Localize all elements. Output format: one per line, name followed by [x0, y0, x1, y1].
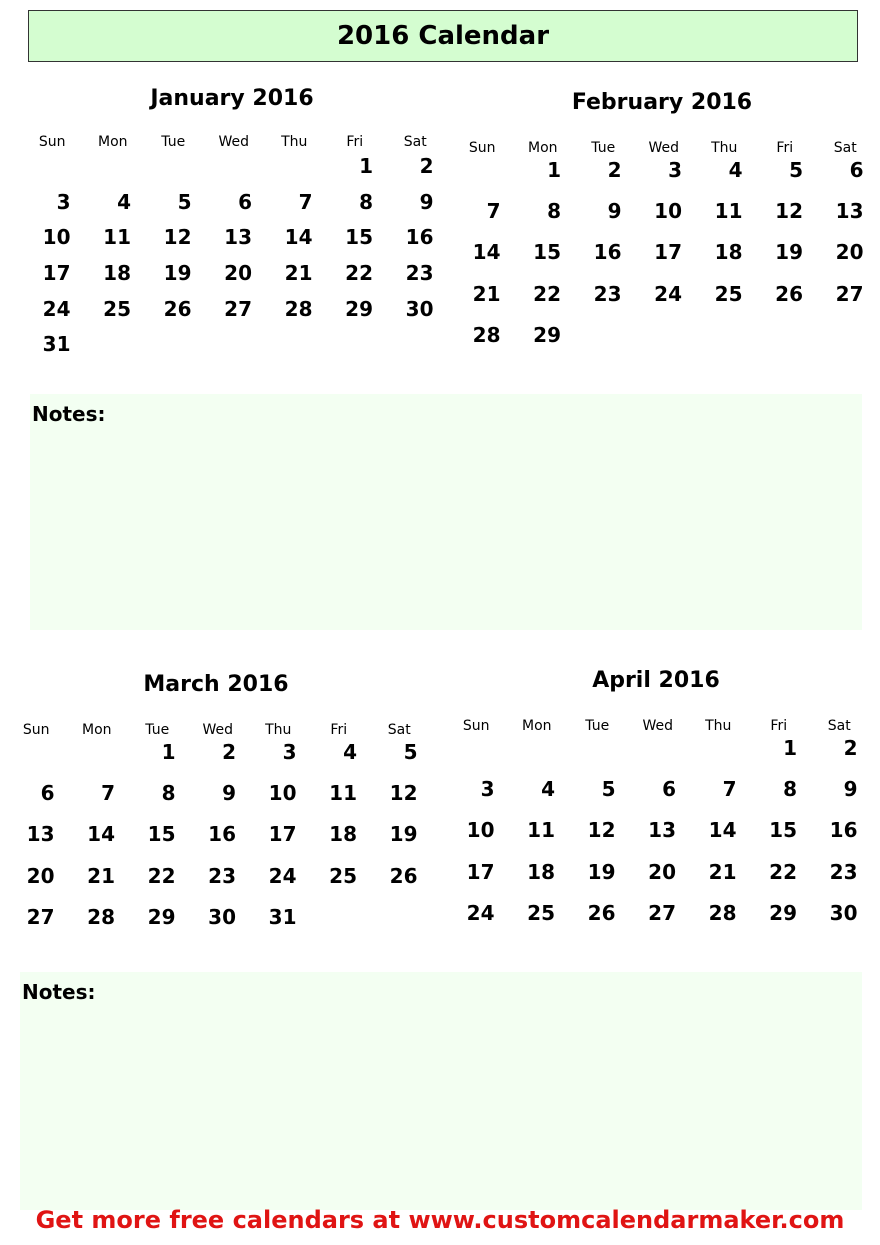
day-cell: 26 [775, 281, 803, 306]
day-cell: 9 [607, 199, 622, 224]
day-cell: 7 [298, 189, 313, 214]
day-cell [309, 905, 370, 946]
weekday-label: Fri [770, 718, 788, 734]
days-grid [22, 154, 446, 368]
day-cell [628, 736, 689, 777]
day-cell: 29 [345, 296, 373, 321]
day-cell: 20 [835, 240, 864, 265]
day-cell: 4 [117, 189, 131, 214]
day-cell: 2 [607, 158, 622, 182]
day-cell [264, 332, 325, 368]
day-cell: 18 [714, 240, 743, 265]
day-cell: 8 [547, 199, 561, 224]
day-cell: 30 [208, 904, 236, 929]
day-cell: 24 [654, 281, 682, 306]
day-cell: 17 [654, 240, 682, 265]
day-cell: 28 [472, 322, 501, 347]
week-row [446, 777, 870, 818]
day-cell: 15 [533, 240, 561, 265]
footer-link[interactable]: Get more free calendars at www.customcalendarmaker.com [35, 1206, 845, 1234]
day-cell: 26 [389, 863, 418, 888]
week-row [452, 240, 876, 281]
day-cell: 19 [775, 240, 803, 265]
week-row [22, 297, 446, 333]
week-row [22, 225, 446, 261]
day-cell: 17 [42, 261, 71, 286]
day-cell [83, 332, 144, 368]
day-cell: 15 [147, 822, 176, 847]
day-cell: 10 [42, 225, 71, 250]
day-cell: 8 [783, 777, 797, 802]
day-cell: 12 [775, 199, 803, 224]
day-cell [688, 736, 749, 777]
day-cell: 25 [714, 281, 743, 306]
day-cell: 6 [40, 781, 55, 806]
weekday-label: Tue [145, 722, 170, 738]
day-cell: 31 [42, 332, 71, 357]
day-cell: 22 [769, 859, 797, 884]
day-cell [815, 323, 876, 364]
day-cell: 5 [177, 189, 192, 214]
day-cell: 13 [224, 225, 252, 250]
day-cell: 16 [208, 822, 236, 847]
weekday-label: Sat [827, 718, 851, 734]
day-cell: 4 [728, 158, 743, 182]
week-row [446, 901, 870, 942]
notes-label: Notes: [32, 402, 106, 426]
weekday-label: Mon [81, 722, 112, 738]
day-cell: 11 [329, 781, 357, 806]
day-cell: 14 [708, 818, 737, 843]
day-cell: 29 [533, 322, 561, 347]
weekday-label: Sun [468, 140, 496, 156]
day-cell: 24 [268, 863, 297, 888]
day-cell: 29 [147, 904, 176, 929]
day-cell [755, 323, 816, 364]
day-cell: 16 [405, 225, 434, 250]
weekday-label: Thu [265, 722, 292, 738]
day-cell: 27 [648, 900, 676, 925]
day-cell [385, 332, 446, 368]
month-title: February 2016 [571, 90, 753, 115]
day-cell: 13 [648, 818, 676, 843]
day-cell: 28 [284, 296, 313, 321]
day-cell: 1 [359, 154, 373, 178]
weekday-header [452, 140, 876, 156]
day-cell: 26 [587, 900, 616, 925]
weekday-label: Sun [38, 134, 66, 150]
weekday-header [6, 722, 430, 738]
weekday-label: Thu [711, 140, 738, 156]
week-row [446, 818, 870, 859]
day-cell: 22 [533, 281, 561, 306]
day-cell: 8 [359, 189, 373, 214]
weekday-label: Wed [218, 134, 250, 150]
day-cell [694, 323, 755, 364]
day-cell: 26 [163, 296, 192, 321]
day-cell [264, 154, 325, 190]
day-cell: 3 [668, 158, 682, 182]
day-cell: 19 [163, 261, 192, 286]
weekday-label: Wed [642, 718, 674, 734]
day-cell: 9 [222, 781, 236, 806]
day-cell: 3 [480, 777, 495, 802]
week-row [446, 736, 870, 777]
week-row [6, 822, 430, 863]
day-cell: 20 [648, 859, 676, 884]
day-cell: 4 [343, 740, 357, 764]
day-cell: 5 [601, 777, 616, 802]
day-cell: 23 [829, 859, 858, 884]
day-cell: 3 [56, 189, 71, 214]
day-cell: 6 [849, 158, 864, 182]
week-row [6, 740, 430, 781]
day-cell: 17 [268, 822, 297, 847]
day-cell: 25 [103, 296, 131, 321]
day-cell [67, 740, 128, 781]
day-cell: 23 [593, 281, 622, 306]
days-grid [446, 736, 870, 942]
month-title: March 2016 [143, 672, 289, 697]
day-cell: 8 [161, 781, 176, 806]
day-cell: 16 [593, 240, 622, 265]
day-cell: 1 [783, 736, 797, 760]
day-cell: 14 [472, 240, 501, 265]
weekday-label: Sat [833, 140, 857, 156]
day-cell [634, 323, 695, 364]
week-row [452, 158, 876, 199]
day-cell: 1 [547, 158, 561, 182]
week-row [6, 781, 430, 822]
weekday-label: Mon [521, 718, 552, 734]
day-cell: 4 [541, 777, 555, 802]
day-cell [6, 740, 67, 781]
weekday-label: Fri [330, 722, 348, 738]
day-cell: 28 [708, 900, 737, 925]
day-cell: 23 [405, 261, 434, 286]
days-grid [452, 158, 876, 364]
day-cell: 23 [208, 863, 236, 888]
day-cell [573, 323, 634, 364]
day-cell: 7 [101, 781, 115, 806]
month-march [6, 672, 436, 942]
day-cell: 15 [769, 818, 797, 843]
weekday-label: Fri [346, 134, 364, 150]
day-cell: 22 [147, 863, 176, 888]
month-january [22, 86, 452, 366]
day-cell: 7 [486, 199, 501, 224]
day-cell: 5 [789, 158, 803, 182]
day-cell: 2 [843, 736, 858, 760]
weekday-label: Sun [462, 718, 490, 734]
day-cell: 24 [42, 296, 71, 321]
day-cell [452, 158, 513, 199]
weekday-label: Sun [22, 722, 50, 738]
day-cell: 13 [835, 199, 864, 224]
day-cell: 2 [222, 740, 236, 764]
day-cell: 10 [268, 781, 297, 806]
day-cell [567, 736, 628, 777]
day-cell: 9 [843, 777, 858, 802]
day-cell: 14 [284, 225, 313, 250]
weekday-header [446, 718, 870, 734]
day-cell: 17 [466, 859, 495, 884]
weekday-header [22, 134, 446, 150]
day-cell: 16 [829, 818, 858, 843]
day-cell [83, 154, 144, 190]
week-row [452, 282, 876, 323]
days-grid [6, 740, 430, 946]
day-cell: 6 [662, 777, 676, 802]
day-cell: 25 [329, 863, 357, 888]
week-row [6, 905, 430, 946]
day-cell: 31 [268, 904, 297, 929]
day-cell: 21 [472, 281, 501, 306]
day-cell: 29 [769, 900, 797, 925]
week-row [22, 190, 446, 226]
day-cell: 7 [722, 777, 737, 802]
day-cell: 27 [224, 296, 252, 321]
weekday-label: Tue [591, 140, 616, 156]
day-cell: 30 [405, 296, 434, 321]
week-row [452, 323, 876, 364]
day-cell: 25 [527, 900, 555, 925]
day-cell: 12 [587, 818, 616, 843]
week-row [6, 864, 430, 905]
notes-area-1[interactable] [30, 394, 862, 630]
day-cell: 11 [103, 225, 131, 250]
notes-label: Notes: [22, 980, 96, 1004]
week-row [22, 261, 446, 297]
weekday-label: Thu [281, 134, 308, 150]
weekday-label: Tue [161, 134, 186, 150]
day-cell: 12 [163, 225, 192, 250]
day-cell: 18 [329, 822, 357, 847]
day-cell [204, 154, 265, 190]
month-february [452, 90, 880, 360]
weekday-label: Tue [585, 718, 610, 734]
day-cell [369, 905, 430, 946]
day-cell: 21 [708, 859, 737, 884]
day-cell: 12 [389, 781, 418, 806]
month-title: April 2016 [592, 668, 720, 693]
day-cell [204, 332, 265, 368]
weekday-label: Wed [648, 140, 680, 156]
week-row [22, 332, 446, 368]
day-cell: 20 [26, 863, 55, 888]
weekday-label: Mon [527, 140, 558, 156]
day-cell: 11 [527, 818, 555, 843]
weekday-label: Wed [202, 722, 234, 738]
month-title: January 2016 [150, 86, 314, 111]
day-cell: 14 [87, 822, 115, 847]
day-cell: 22 [345, 261, 373, 286]
weekday-label: Sat [387, 722, 411, 738]
notes-area-2[interactable] [20, 972, 862, 1210]
day-cell [446, 736, 507, 777]
week-row [452, 199, 876, 240]
day-cell: 28 [87, 904, 115, 929]
day-cell: 27 [26, 904, 55, 929]
weekday-label: Mon [97, 134, 128, 150]
weekday-label: Fri [776, 140, 794, 156]
day-cell: 15 [345, 225, 373, 250]
day-cell: 13 [26, 822, 55, 847]
day-cell: 11 [714, 199, 743, 224]
weekday-label: Sat [403, 134, 427, 150]
day-cell: 21 [87, 863, 115, 888]
weekday-label: Thu [705, 718, 732, 734]
day-cell: 9 [419, 189, 434, 214]
day-cell [143, 154, 204, 190]
day-cell: 1 [161, 740, 176, 764]
month-april [446, 668, 876, 938]
week-row [22, 154, 446, 190]
day-cell: 20 [224, 261, 252, 286]
day-cell: 18 [527, 859, 555, 884]
day-cell: 24 [466, 900, 495, 925]
day-cell: 19 [389, 822, 418, 847]
day-cell: 27 [835, 281, 864, 306]
calendar-title: 2016 Calendar [28, 10, 858, 62]
day-cell: 2 [419, 154, 434, 178]
day-cell [507, 736, 568, 777]
day-cell: 19 [587, 859, 616, 884]
day-cell: 18 [103, 261, 131, 286]
day-cell [325, 332, 386, 368]
day-cell: 30 [829, 900, 858, 925]
day-cell: 10 [466, 818, 495, 843]
day-cell [143, 332, 204, 368]
week-row [446, 860, 870, 901]
day-cell [22, 154, 83, 190]
day-cell: 21 [284, 261, 313, 286]
day-cell: 5 [403, 740, 418, 764]
day-cell: 10 [654, 199, 682, 224]
day-cell: 6 [238, 189, 252, 214]
day-cell: 3 [282, 740, 297, 764]
